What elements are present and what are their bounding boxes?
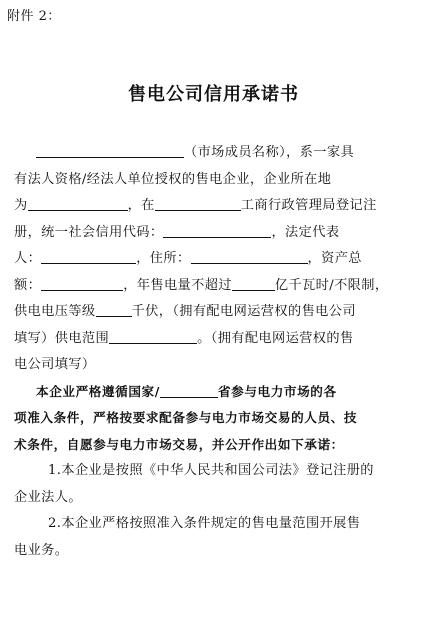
- member-name-blank: [36, 143, 184, 158]
- intro-text: 额：: [14, 277, 42, 293]
- commitment-item-1: [14, 458, 414, 511]
- commitment-text: 项准入条件，严格按要求配备参与电力市场交易的人员、技: [14, 410, 358, 425]
- item-text: 2.本企业严格按照准入条件规定的售电量范围开展售: [48, 516, 361, 531]
- sales-volume-blank: [232, 276, 275, 291]
- intro-text: 有法人资格/经法人单位授权的售电企业，企业所在地: [14, 171, 332, 187]
- intro-text: ，法定代表: [271, 224, 340, 240]
- intro-text: 填写）供电范围: [14, 330, 110, 346]
- intro-text: 。（拥有配电网运营权的售: [197, 330, 354, 346]
- document-title: 售电公司信用承诺书: [128, 84, 299, 105]
- intro-text: 电公司填写）: [14, 357, 96, 372]
- item-text: 企业法人。: [14, 489, 82, 505]
- intro-text: ，住所：: [136, 251, 191, 266]
- intro-text: ，在: [127, 198, 155, 213]
- credit-code-blank: [163, 223, 271, 238]
- intro-text: 册，统一社会信用代码：: [14, 224, 164, 240]
- document-body: [14, 140, 414, 564]
- supply-area-blank: [109, 329, 197, 344]
- intro-text: ，资产总: [307, 251, 362, 266]
- intro-text: 供电电压等级: [14, 304, 96, 319]
- intro-text: 千伏，（拥有配电网运营权的售电公司: [131, 304, 356, 319]
- commitment-text: 术条件，自愿参与电力市场交易，并公开作出如下承诺：: [14, 436, 344, 452]
- commitment-item-2: [14, 511, 414, 564]
- intro-text: （市场成员名称），系一家具: [184, 145, 355, 160]
- intro-text: ，年售电量不超过: [123, 277, 232, 293]
- intro-text: 亿千瓦时/不限制，: [274, 277, 389, 293]
- registration-office-blank: [155, 196, 241, 211]
- total-assets-blank: [41, 276, 123, 291]
- legal-representative-blank: [41, 249, 136, 264]
- location-blank: [28, 196, 128, 211]
- address-blank: [191, 249, 308, 264]
- item-text: 1.本企业是按照《中华人民共和国公司法》登记注册的: [48, 463, 374, 478]
- attachment-label: 附件 2：: [7, 9, 61, 24]
- intro-text: 工商行政管理局登记注: [240, 198, 377, 213]
- commitment-text: 本企业严格遵循国家/: [36, 383, 160, 399]
- intro-paragraph: [14, 140, 414, 379]
- intro-text: 为: [14, 198, 28, 213]
- item-text: 电业务。: [14, 542, 69, 558]
- commitment-paragraph: [14, 379, 414, 459]
- voltage-level-blank: [96, 302, 132, 317]
- province-blank: [160, 383, 218, 398]
- intro-text: 人：: [14, 251, 42, 266]
- commitment-text: 省参与电力市场的各: [217, 383, 337, 399]
